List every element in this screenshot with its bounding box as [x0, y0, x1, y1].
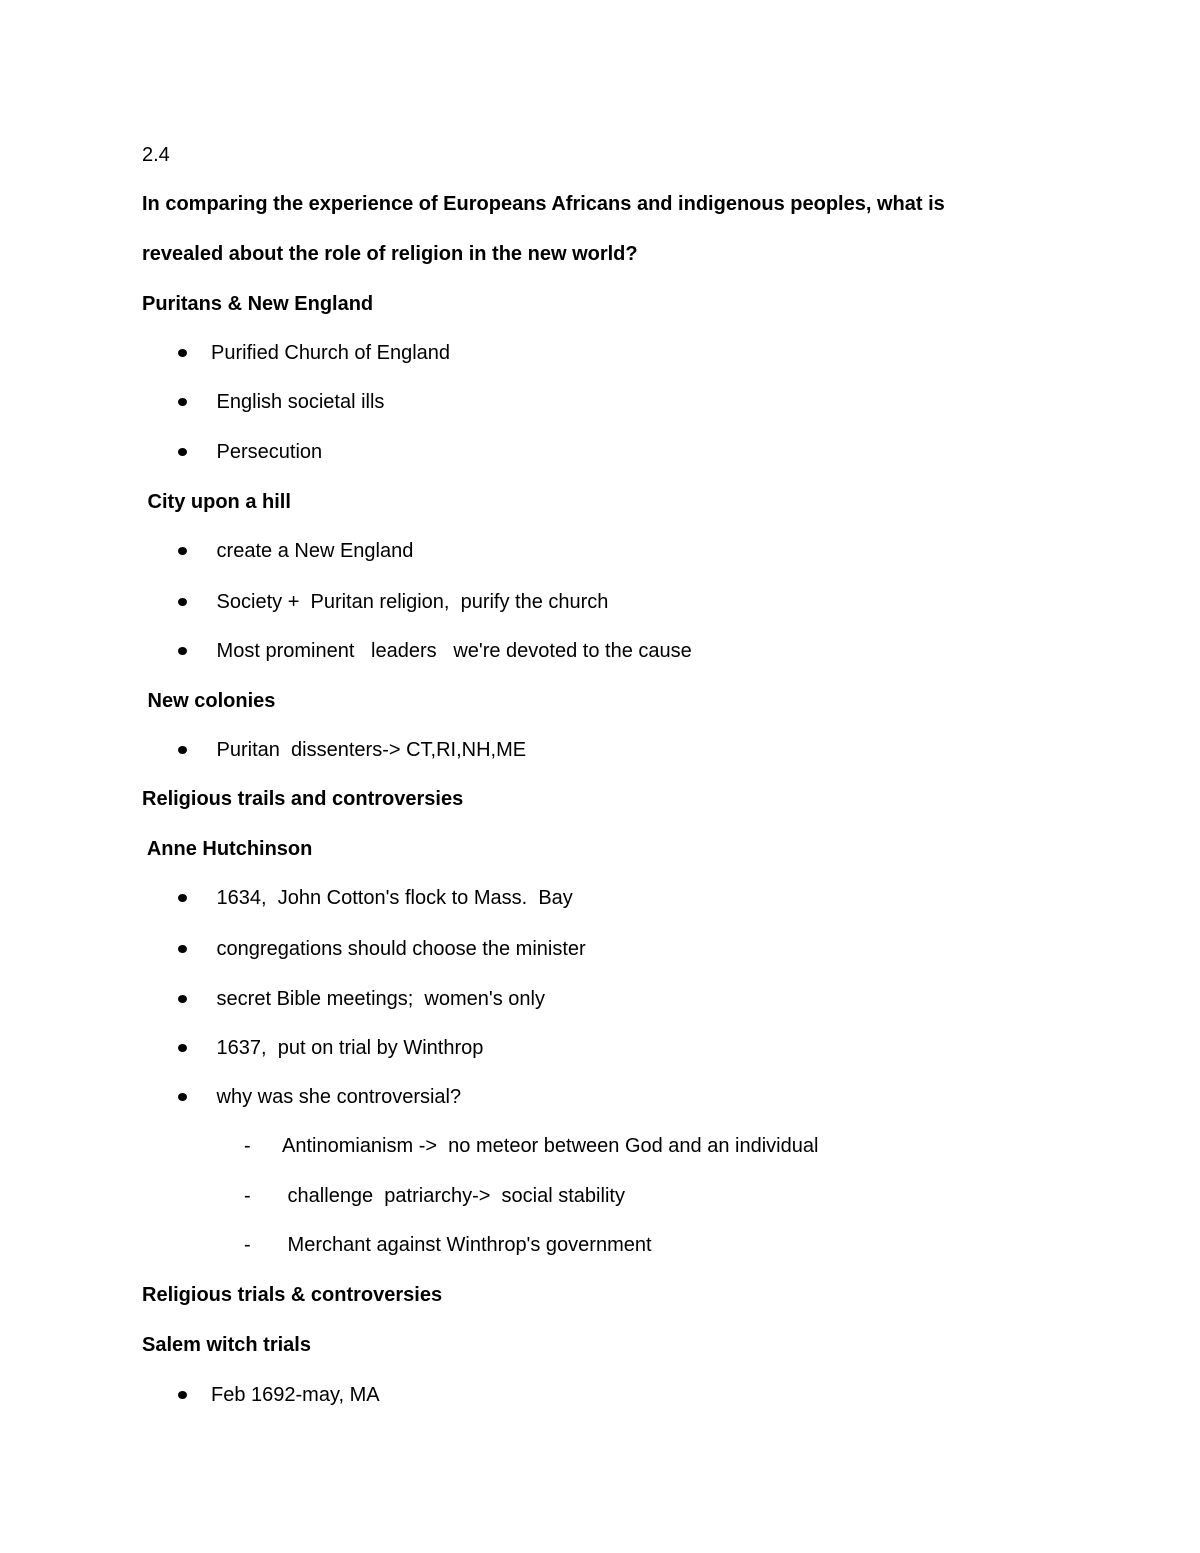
list-item [142, 937, 1042, 961]
list-item-text: Most prominent leaders we're devoted to the cause [211, 640, 692, 662]
list-item [142, 539, 1042, 563]
heading-salem-witch-trials: Salem witch trials [142, 1334, 311, 1356]
list-item-text: Feb 1692-may, MA [211, 1384, 380, 1406]
dash-marker: - [244, 1234, 251, 1256]
list-item [142, 341, 1042, 365]
list-item-text: English societal ills [211, 391, 385, 413]
list-item [142, 390, 1042, 414]
heading-puritans-new-england: Puritans & New England [142, 293, 374, 315]
bullet-icon [178, 1044, 187, 1052]
question-line-1: In comparing the experience of Europeans Africans and indigenous peoples, what is [142, 193, 945, 215]
bullet-icon [178, 1093, 187, 1101]
heading-anne-hutchinson: Anne Hutchinson [142, 838, 313, 860]
dash-marker: - [244, 1135, 251, 1157]
heading-religious-trials: Religious trials & controversies [142, 1284, 443, 1306]
heading-new-colonies: New colonies [142, 690, 276, 712]
bullet-icon [178, 547, 187, 555]
bullet-icon [178, 349, 187, 357]
list-item-text: why was she controversial? [211, 1086, 462, 1108]
list-item-text: Persecution [211, 441, 323, 463]
list-item [142, 738, 1042, 762]
list-item [142, 1383, 1042, 1407]
sub-list-item-text: challenge patriarchy-> social stability [282, 1185, 625, 1207]
list-item [142, 590, 1042, 614]
sub-list-item-text: Antinomianism -> no meteor between God and an individual [282, 1135, 819, 1157]
bullet-icon [178, 894, 187, 902]
sub-list-item-text: Merchant against Winthrop's government [282, 1234, 652, 1256]
bullet-icon [178, 448, 187, 456]
section-number: 2.4 [142, 144, 170, 166]
question-line-2: revealed about the role of religion in the new world? [142, 243, 638, 265]
heading-city-upon-a-hill: City upon a hill [142, 491, 291, 513]
list-item [142, 440, 1042, 464]
bullet-icon [178, 647, 187, 655]
list-item-text: 1637, put on trial by Winthrop [211, 1037, 484, 1059]
sub-list-item [142, 1233, 1042, 1257]
sub-list-item [142, 1134, 1042, 1158]
bullet-icon [178, 598, 187, 606]
list-item [142, 639, 1042, 663]
sub-list-item [142, 1184, 1042, 1208]
list-item [142, 1036, 1042, 1060]
heading-religious-trails: Religious trails and controversies [142, 788, 464, 810]
list-item-text: Purified Church of England [211, 342, 451, 364]
dash-marker: - [244, 1185, 251, 1207]
list-item [142, 886, 1042, 910]
list-item-text: Society + Puritan religion, purify the church [211, 591, 609, 613]
list-item-text: 1634, John Cotton's flock to Mass. Bay [211, 887, 573, 909]
list-item-text: Puritan dissenters-> CT,RI,NH,ME [211, 739, 527, 761]
list-item-text: congregations should choose the minister [211, 938, 586, 960]
bullet-icon [178, 945, 187, 953]
list-item [142, 1085, 1042, 1109]
bullet-icon [178, 746, 187, 754]
list-item-text: secret Bible meetings; women's only [211, 988, 545, 1010]
bullet-icon [178, 995, 187, 1003]
list-item [142, 987, 1042, 1011]
list-item-text: create a New England [211, 540, 414, 562]
bullet-icon [178, 398, 187, 406]
bullet-icon [178, 1391, 187, 1399]
